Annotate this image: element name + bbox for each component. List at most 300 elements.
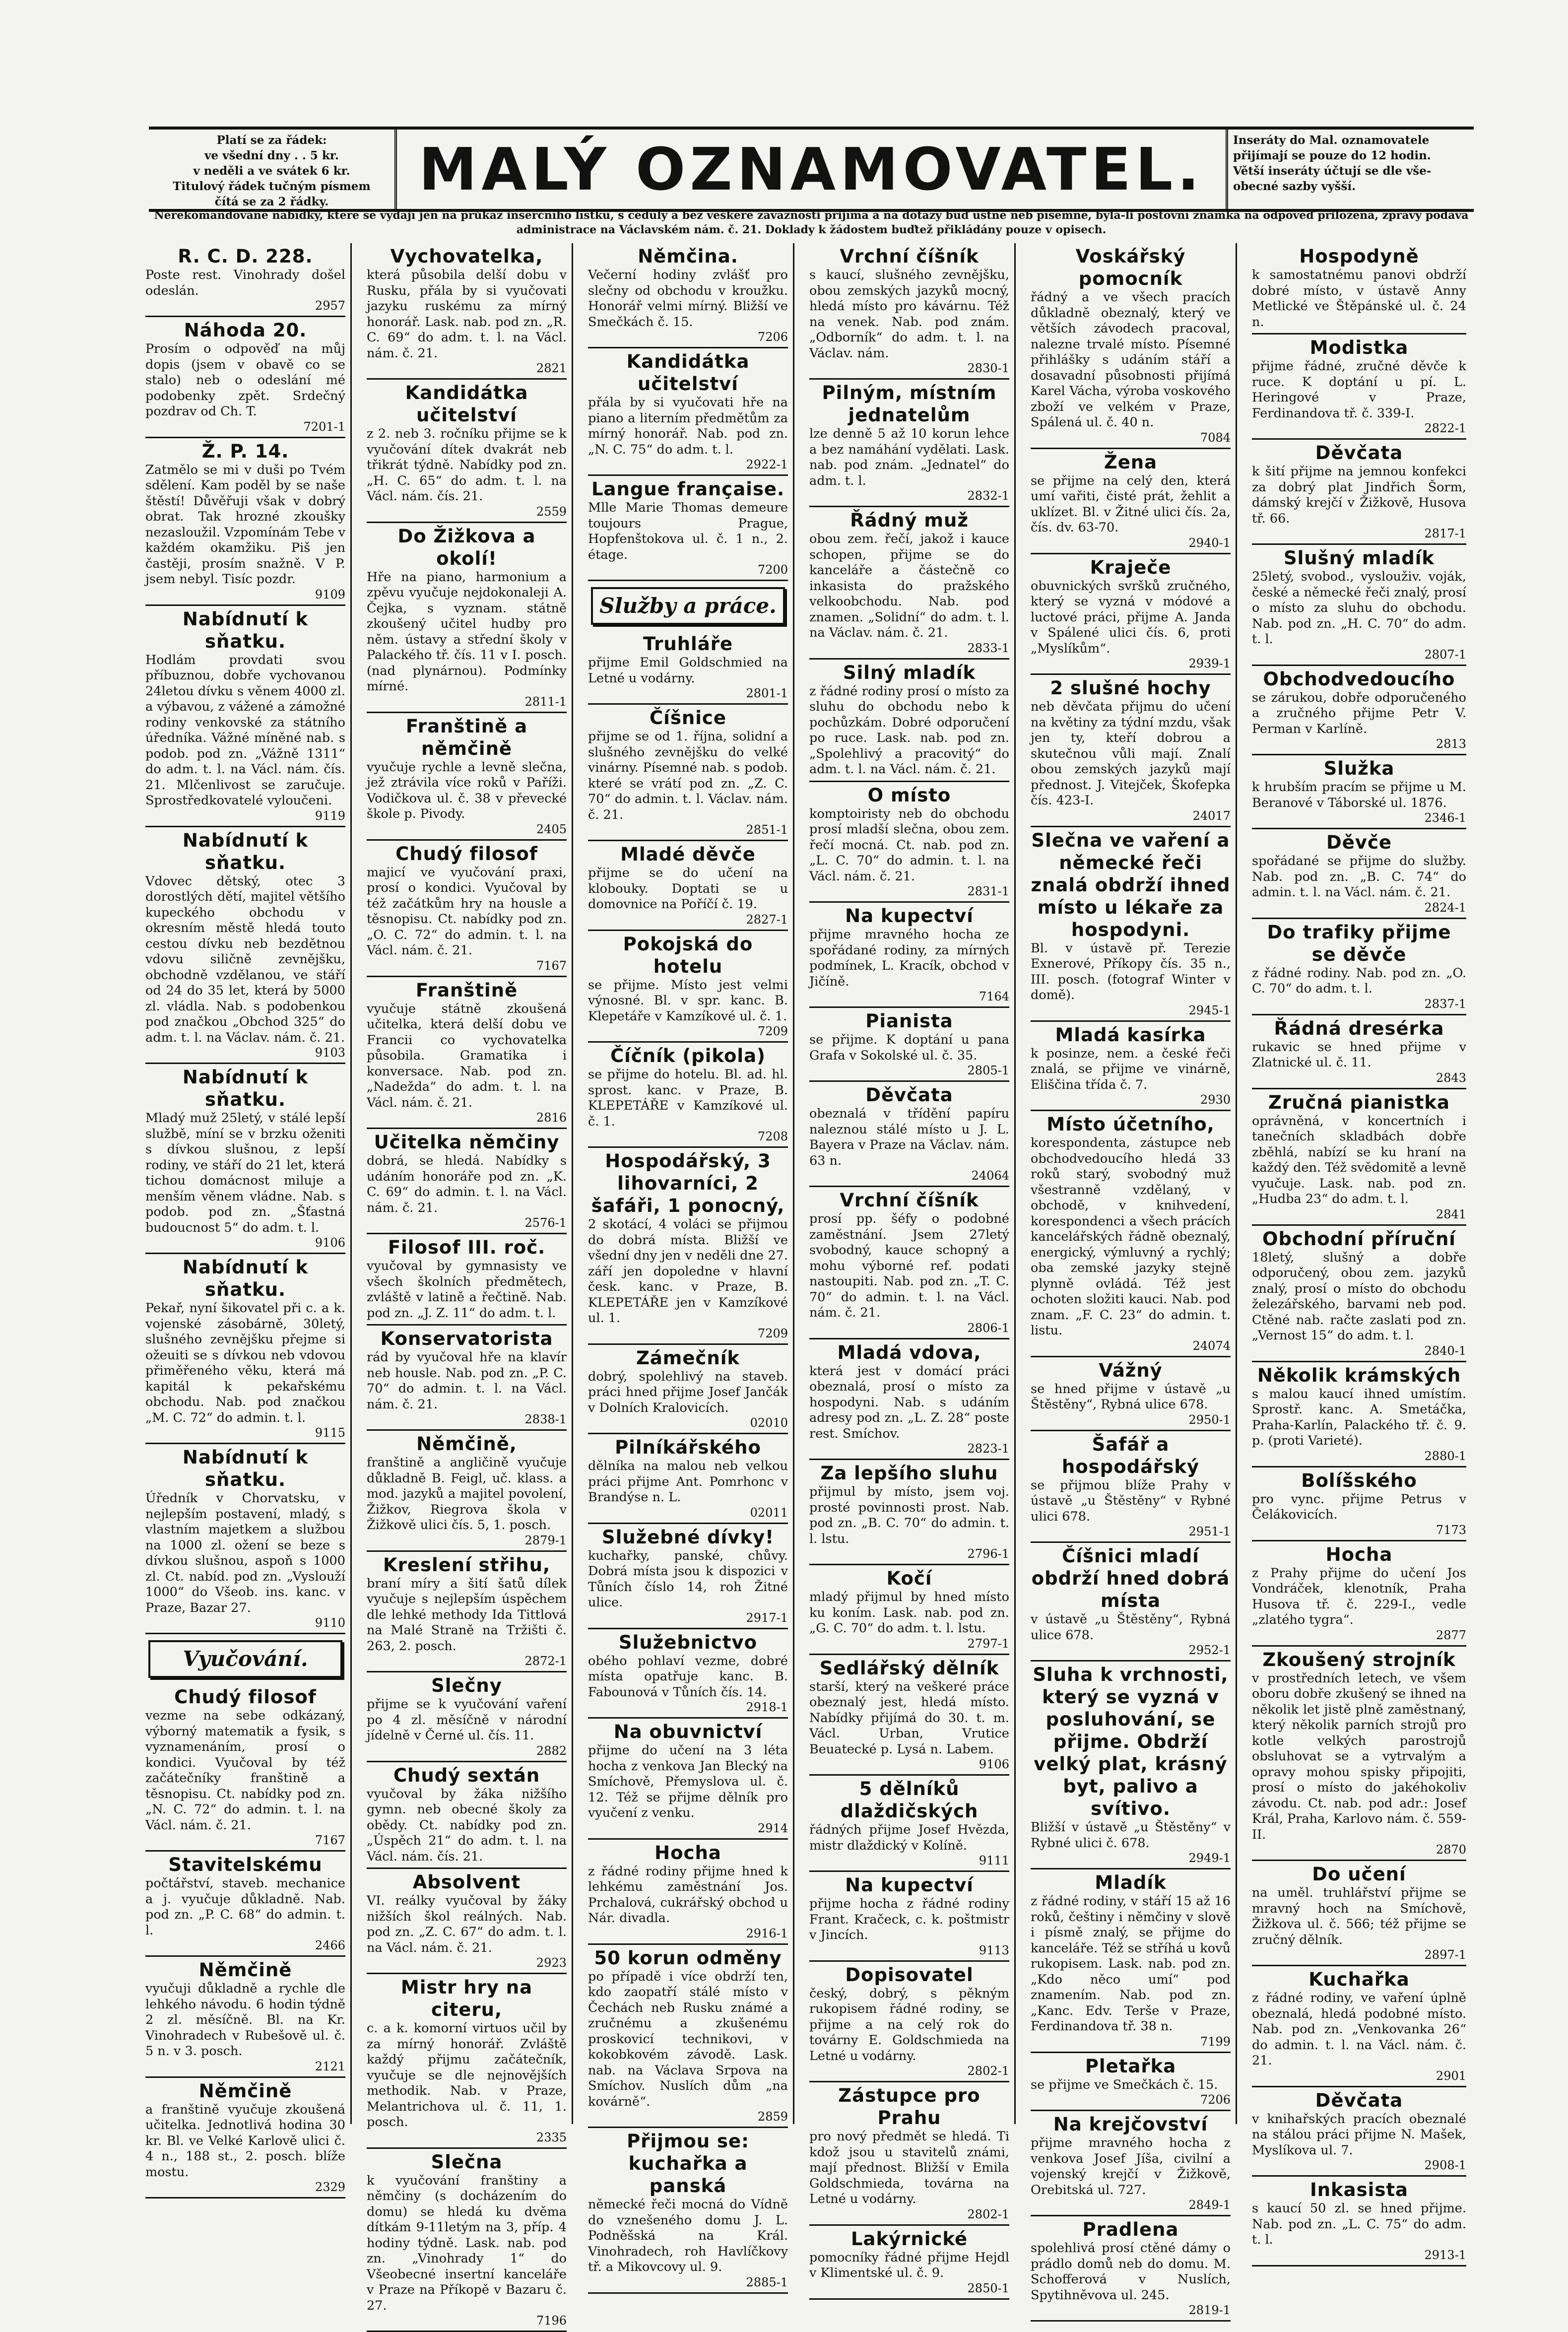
classified-ad [588, 243, 788, 348]
ad-body: Hře na piano, harmonium a zpěvu vyučuje nejdokonaleji A. Čejka, s vyznam. státně zkoušený učitel hudby pro něm. ústavy a střední školy v Palackého tř. čís. 11 v I. posch. (nad plynárnou). Podmínky mírné. [367, 570, 567, 694]
ad-body: Hodlám provdati svou příbuznou, dobře vychovanou 24letou dívku s věnem 4000 zl. a výbavou, z vážené a zámožné rodiny venkovské za státního úředníka. Vážné míněné nab. s podob. pod zn. „Vážně 1311“ do adm. t. l. na Václ. nám. čís. 21. Mlčenlivost se zaručuje. Sprostředkovatelé vyloučeni. [145, 653, 345, 808]
ad-code: 2914 [588, 1821, 788, 1835]
ad-text [1252, 464, 1466, 527]
ad-body: počtářství, staveb. mechanice a j. vyučuje důkladně. Nab. pod zn. „P. C. 68“ do admin. t. l. [145, 1876, 345, 1938]
ad-text [1031, 2241, 1231, 2303]
ad-title: Služebné dívky! [588, 1526, 788, 1548]
ad-body: pro vync. přijme Petrus v Čelákovicích. [1252, 1492, 1466, 1523]
ad-title: Němčině [145, 2080, 345, 2102]
ad-title: Pokojská do hotelu [588, 933, 788, 978]
ad-body: rukavic se hned přijme v Zlatnické ul. č. 11. [1252, 1040, 1466, 1070]
ad-text [1031, 1612, 1231, 1643]
ad-body: na uměl. truhlářství přijme se mravný hoch na Smíchově, Žižkova ul. č. 566; též přijme se zručný dělník. [1252, 1885, 1466, 1947]
ad-body: se přijmou blíže Prahy v ústavě „u Štěstěny“ v Rybné ulici 678. [1031, 1478, 1231, 1524]
ad-text [588, 1548, 788, 1611]
classified-ad [588, 1840, 788, 1945]
ad-body: přála by si vyučovati hře na piano a literním předmětům za mírný honorář. Nab. pod zn. „N. C. 75“ do adm. t. l. [588, 395, 788, 457]
ad-code: 9115 [145, 1426, 345, 1440]
ad-code: 2329 [145, 2180, 345, 2194]
ad-body: přijme se od 1. října, solidní a slušného zevnějšku do velké vinárny. Písemné nab. s podob. které se vrátí pod zn. „Z. C. 70“ do admin. t. l. Václav. nám. č. 21. [588, 729, 788, 822]
classified-ad [1031, 1662, 1231, 1869]
classified-ad [809, 1082, 1009, 1187]
ad-body: Bl. v ústavě př. Terezie Exnerové, Příkopy čís. 35 n., III. posch. (fotograf Winter v domě). [1031, 941, 1231, 1003]
ad-body: spořádané se přijme do služby. Nab. pod zn. „B. C. 74“ do admin. t. l. na Václ. nám. č. 21. [1252, 854, 1466, 900]
classified-ad [809, 1962, 1009, 2083]
ad-title: Šafář a hospodářský [1031, 1433, 1231, 1478]
ad-title: Hospodyně [1252, 245, 1466, 267]
ad-text [588, 395, 788, 458]
classified-ad [1031, 554, 1231, 675]
ad-text [809, 1211, 1009, 1321]
ad-text [145, 1708, 345, 1833]
classified-ad [367, 841, 567, 977]
ad-text [145, 1111, 345, 1236]
classified-ad [1252, 2087, 1466, 2177]
ad-title: Langue française. [588, 478, 788, 500]
ad-body: obuvnických svršků zručného, který se vyzná v módové a luctové práci, přijme A. Janda v Spálené ulici čís. 6, proti „Myslíkům“. [1031, 579, 1231, 656]
classified-ad [367, 380, 567, 523]
ad-body: mladý přijmul by hned místo ku koním. Lask. nab. pod zn. „G. C. 70“ do adm. t. l. lstu. [809, 1590, 1009, 1636]
ad-text [367, 1455, 567, 1533]
ad-code: 2811-1 [367, 695, 567, 709]
ad-title: Němčina. [588, 245, 788, 267]
ad-code: 24074 [1031, 1339, 1231, 1353]
ad-code: 2805-1 [809, 1064, 1009, 1077]
ad-text [1252, 569, 1466, 648]
classified-ad [367, 243, 567, 380]
masthead [149, 127, 1474, 212]
ad-text [1031, 1820, 1231, 1851]
classified-ad [588, 1629, 788, 1719]
classified-ad [367, 1672, 567, 1762]
ad-title: Němčině [145, 1959, 345, 1981]
classified-ad [1031, 827, 1231, 1022]
ad-title: Nabídnutí k sňatku. [145, 1066, 345, 1111]
ad-code: 02011 [588, 1506, 788, 1520]
classified-ad [145, 606, 345, 827]
ad-body: vezme na sebe odkázaný, výborný matematik a fysik, s vyznamenáním, prosí o kondici. Vyučoval by též začátečníky franštině a těsnopisu. Ct. nabídky pod zn. „N. C. 72“ do admin. t. l. na Václ. nám. č. 21. [145, 1708, 345, 1833]
ad-title: Několik krámských [1252, 1364, 1466, 1387]
ad-title: Lakýrnické [809, 2228, 1009, 2250]
ad-text [145, 874, 345, 1046]
ad-body: vyučoval by gymnasisty ve všech školních předmětech, zvláště v latině a řečtině. Nab. pod zn. „J. Z. 11“ do adm. t. l. [367, 1259, 567, 1321]
ad-code: 2802-1 [809, 2207, 1009, 2221]
ad-body: korespondenta, zástupce neb obchodvedoucího hledá 33 roků starý, svobodný muž všestranně vzdělaný, v obchodě, v knihvedení, korespondenci a všech prácích kancelářských řádně obeznalý, energický, výmluvný a rychlý; oba zemské jazyky stejně plynně ovládá. Též jest ochoten složiti kauci. Nab. pod znam. „F. C. 23“ do admin. t. listu. [1031, 1135, 1231, 1338]
ad-code: 2819-1 [1031, 2303, 1231, 2317]
ad-body: pomocníky řádné přijme Hejdl v Klimentské ul. č. 9. [809, 2250, 1009, 2281]
ad-code: 2807-1 [1252, 648, 1466, 662]
ad-text [588, 1864, 788, 1927]
ad-text [1031, 1894, 1231, 2035]
ad-code: 7164 [809, 990, 1009, 1003]
ad-text [588, 1217, 788, 1327]
ad-title: Nabídnutí k sňatku. [145, 829, 345, 874]
ad-code: 2877 [1252, 1628, 1466, 1642]
ad-text [588, 267, 788, 330]
ad-title: R. C. D. 228. [145, 245, 345, 267]
classified-ad [588, 705, 788, 841]
ad-code: 2913-1 [1252, 2248, 1466, 2262]
classified-ad [1031, 2216, 1231, 2322]
classified-ad [1252, 2177, 1466, 2266]
ad-title: Absolvent [367, 1871, 567, 1893]
ad-title: Pilným, místním jednatelům [809, 382, 1009, 426]
ad-code: 2882 [367, 1744, 567, 1758]
classified-ad [809, 1460, 1009, 1565]
ad-text [367, 760, 567, 822]
classified-ad [1031, 675, 1231, 827]
ad-title: 5 dělníků dlaždičských [809, 1778, 1009, 1822]
ad-body: franštině a angličině vyučuje důkladně B. Feigl, uč. klass. a mod. jazyků a majitel povolení, Žižkov, Riegrova škola v Žižkově ulici čís. 5, 1. posch. [367, 1455, 567, 1532]
ad-text [809, 806, 1009, 885]
ad-text [1252, 1250, 1466, 1344]
ad-code: 7209 [588, 1024, 788, 1038]
ad-text [145, 2102, 345, 2181]
section-heading: Služby a práce. [591, 587, 785, 625]
ad-code: 7209 [588, 1327, 788, 1340]
classified-ad [367, 1552, 567, 1673]
ad-text [1031, 1046, 1231, 1093]
ad-body: Poste rest. Vinohrady došel odeslán. [145, 267, 345, 298]
classified-ad [367, 1326, 567, 1431]
ad-text [588, 1369, 788, 1416]
ad-text [809, 1032, 1009, 1064]
ad-text [809, 2129, 1009, 2207]
ad-title: O místo [809, 784, 1009, 806]
classified-ad [1031, 243, 1231, 449]
ad-text [367, 2173, 567, 2314]
ad-code: 2940-1 [1031, 536, 1231, 550]
ad-title: Do učení [1252, 1863, 1466, 1885]
ad-body: z Prahy přijme do učení Jos Vondráček, klenotník, Praha Husova tř. č. 229-I., vedle „zlatého tygra“. [1252, 1566, 1466, 1628]
ad-text [367, 1576, 567, 1655]
ad-text [1031, 941, 1231, 1003]
ad-title: Vrchní číšník [809, 245, 1009, 267]
ad-title: Mladé děvče [588, 843, 788, 866]
ad-code: 2817-1 [1252, 527, 1466, 540]
ad-code: 2838-1 [367, 1412, 567, 1426]
classified-ad [809, 1187, 1009, 1339]
classified-ad [1031, 1022, 1231, 1112]
ad-body: vyučoval by žáka nižšího gymn. neb obecné školy za obědy. Ct. nabídky pod zn. „Úspěch 21“ do adm. t. l. na Václ. nám. čís. 21. [367, 1787, 567, 1864]
ad-body: po případě i více obdrží ten, kdo zaopatří stálé místo v Čechách neb Rusku známé a zručnému a zkušenému proskovicí technikovi, v kokobkovém závodě. Lask. nab. na Václava Srpova na Smíchov. Nuslích dům „na kovárně“. [588, 1969, 788, 2109]
ad-body: v knihařských pracích obeznalé na stálou práci přijme N. Mašek, Myslíkova ul. 7. [1252, 2112, 1466, 2158]
classified-ad [1252, 1226, 1466, 1362]
ad-title: Děvčata [1252, 442, 1466, 464]
ad-body: z řádné rodiny. Nab. pod zn. „O. C. 70“ do adm. t. l. [1252, 966, 1466, 997]
column-6 [1248, 243, 1471, 2124]
classified-ad [809, 243, 1009, 380]
classified-ad [1031, 1869, 1231, 2053]
ad-body: s kaucí 50 zl. se hned přijme. Nab. pod zn. „L. C. 75“ do adm. t. l. [1252, 2201, 1466, 2247]
ad-text [809, 1590, 1009, 1637]
ad-title: Řádný muž [809, 509, 1009, 532]
ad-body: dobrý, spolehlivý na staveb. práci hned přijme Josef Jančák v Dolních Kralovicích. [588, 1369, 788, 1415]
ad-text [1031, 2135, 1231, 2198]
ad-text [1031, 2077, 1231, 2093]
ad-text [809, 684, 1009, 778]
ad-code: 24064 [809, 1169, 1009, 1183]
ad-code: 9113 [809, 1943, 1009, 1957]
ad-title: Sluha k vrchnosti, který se vyzná v posluhování, se přijme. Obdrží velký plat, krásný byt, palivo a svítivo. [1031, 1664, 1231, 1820]
ad-body: Prosím o odpověď na můj dopis (jsem v obavě co se stalo) neb o odeslání mé podobenky zpět. Srdečný pozdrav od Ch. T. [145, 341, 345, 419]
ad-body: Pekař, nyní šikovatel při c. a k. vojenské zásobárně, 30letý, slušného zevnějšku přejme si ožeuiti se s dívkou neb vdovou přiměřeného věku, která má kapitál k pekařskému obchodu. Nab. pod značkou „M. C. 72“ do admin. t. l. [145, 1301, 345, 1425]
ad-title: Modistka [1252, 336, 1466, 359]
ad-code: 2918-1 [588, 1700, 788, 1714]
ad-text [588, 1969, 788, 2110]
classified-ad [145, 438, 345, 606]
ad-body: c. a k. komorní virtuos učil by za mírný honorář. Zvláště každý přijmu začátečník, vyučuje se dle nejnovějších methodik. Nab. v Praze, Melantrichova ul. č. 11, 1. posch. [367, 2021, 567, 2130]
ad-title: Učitelka němčiny [367, 1131, 567, 1153]
ad-code: 2346-1 [1252, 811, 1466, 825]
ad-title: Vrchní číšník [809, 1189, 1009, 1211]
ad-text [809, 1986, 1009, 2065]
ad-code: 2121 [145, 2060, 345, 2073]
classified-ad [588, 841, 788, 931]
ad-text [1031, 290, 1231, 431]
ad-text [809, 1484, 1009, 1547]
ad-title: Kandidátka učitelství [367, 382, 567, 426]
ad-code: 2840-1 [1252, 1344, 1466, 1358]
ad-code: 7206 [588, 330, 788, 344]
ad-body: majicí ve vyučování praxi, prosí o kondici. Vyučoval by též začátkům hry na housle a těsnopisu. Ct. nabídky pod zn. „O. C. 72“ do admin. t. l. na Václ. nám. č. 21. [367, 865, 567, 958]
ad-title: Zručná pianistka [1252, 1091, 1466, 1114]
ad-code: 2335 [367, 2131, 567, 2144]
ad-code: 7196 [367, 2314, 567, 2328]
ad-body: z řádné rodiny prosí o místo za sluhu do obchodu nebo k pochůzkám. Dobré odporučení po ruce. Lask. nab. pod zn. „Spolehlivý a pracovitý“ do adm. t. l. na Václ. nám. č. 21. [809, 684, 1009, 777]
ad-code: 2917-1 [588, 1611, 788, 1625]
ad-text [809, 1679, 1009, 1758]
classified-ad [1252, 1647, 1466, 1862]
classified-ad [1252, 1861, 1466, 1966]
classified-ad [145, 827, 345, 1065]
classified-ad [588, 1345, 788, 1435]
ad-body: se hned přijme v ústavě „u Štěstěny“, Rybná ulice 678. [1031, 1382, 1231, 1412]
ad-body: a franštině vyučuje zkoušená učitelka. Jednotlivá hodina 30 kr. Bl. ve Velké Karlově ulici č. 4 n., 188 st., 2. posch. blíže mostu. [145, 2102, 345, 2180]
column-1 [141, 243, 352, 2124]
ad-body: z řádné rodiny, ve vaření úplně obeznalá, hledá podobné místo. Nab. pod zn. „Venkovanka 26“ do admin. t. l. na Václ. nám. č. 21. [1252, 1991, 1466, 2068]
ad-code: 7201-1 [145, 420, 345, 434]
ad-code: 2823-1 [809, 1442, 1009, 1456]
ad-text [145, 267, 345, 299]
ad-code: 2945-1 [1031, 1003, 1231, 1017]
ad-code: 2849-1 [1031, 2198, 1231, 2212]
ad-text [367, 865, 567, 959]
column-5 [1027, 243, 1237, 2124]
ad-title: Ž. P. 14. [145, 440, 345, 463]
ad-title: Bolíšského [1252, 1469, 1466, 1492]
ad-title: Na kupectví [809, 1874, 1009, 1896]
classified-ad [145, 1957, 345, 2078]
ad-title: Řádná dresérka [1252, 1017, 1466, 1040]
ad-code: 2843 [1252, 1071, 1466, 1085]
ad-body: Vdovec dětský, otec 3 dorostlých dětí, majitel většího kupeckého obchodu v okresním městě hledá touto cestou dívku neb bezdětnou vdovu siličně zevnějšku, obchodně vzdělanou, ve stáří od 24 do 35 let, která by 5000 zl. vládla. Nab. s podobenkou pod značkou „Obchod 325“ do adm. t. l. na Václav. nám. č. 21. [145, 874, 345, 1045]
ad-text [145, 341, 345, 420]
classified-ad [809, 1776, 1009, 1872]
ad-text [1252, 2112, 1466, 2159]
ad-title: Pletařka [1031, 2055, 1231, 2077]
classified-ad [1252, 755, 1466, 829]
ad-title: Číšnice [588, 707, 788, 729]
ad-title: Pilníkářského [588, 1436, 788, 1459]
ad-text [1031, 579, 1231, 657]
ad-code: 24017 [1031, 809, 1231, 823]
ad-body: k hrubším pracím se přijme u M. Beranové v Táborské ul. 1876. [1252, 780, 1466, 810]
ad-body: pro nový předmět se hledá. Ti kdož jsou u stavitelů známi, mají přednost. Bližší v Emila Goldschmieda, továrna na Letné u vodárny. [809, 2129, 1009, 2206]
ad-text [1031, 1135, 1231, 1339]
ad-code: 2901 [1252, 2069, 1466, 2083]
ad-title: Inkasista [1252, 2179, 1466, 2201]
ad-body: řádných přijme Josef Hvězda, mistr dlaždický v Kolíně. [809, 1822, 1009, 1853]
ad-title: Zkoušený strojník [1252, 1649, 1466, 1671]
ad-code: 2832-1 [809, 489, 1009, 503]
classified-ad [145, 1444, 345, 1634]
ad-code: 2897-1 [1252, 1948, 1466, 1962]
ad-text [1252, 1885, 1466, 1948]
ad-title: Vychovatelka, [367, 245, 567, 267]
classified-ad [1031, 1111, 1231, 1357]
ad-text [1252, 1387, 1466, 1449]
classified-ad [588, 1524, 788, 1629]
ad-title: Dopisovatel [809, 1964, 1009, 1986]
ad-text [588, 729, 788, 823]
ad-title: Žena [1031, 451, 1231, 473]
ad-text [145, 1301, 345, 1426]
ad-body: která jest v domácí práci obeznalá, prosí o místo za hospodyni. Nab. s udáním adresy pod zn. „L. Z. 28“ poste rest. Smíchov. [809, 1364, 1009, 1441]
ad-code: 2824-1 [1252, 901, 1466, 915]
classified-ad [1031, 449, 1231, 554]
ad-text [1252, 966, 1466, 997]
ad-code: 2466 [145, 1938, 345, 1952]
ad-title: Přijmou se: kuchařka a panská [588, 2130, 788, 2197]
classified-ad [1252, 666, 1466, 756]
ad-text [809, 532, 1009, 641]
ad-text [1031, 699, 1231, 809]
classified-ad [588, 348, 788, 476]
ad-body: vyučuje rychle a levně slečna, jež ztrávila více roků v Paříži. Vodičkova ul. č. 38 v převecké škole p. Pivody. [367, 760, 567, 822]
ad-text [809, 1822, 1009, 1854]
ad-code: 9111 [809, 1854, 1009, 1867]
ad-code: 2870 [1252, 1843, 1466, 1857]
masthead-title: MALÝ OZNAMOVATEL. [397, 130, 1226, 209]
ad-body: přijme se do učení na klobouky. Doptati se u domovnice na Poříčí č. 19. [588, 866, 788, 912]
classified-ad [367, 713, 567, 841]
ad-code: 2923 [367, 1956, 567, 1970]
ad-body: v ústavě „u Štěstěny“, Rybná ulice 678. [1031, 1612, 1231, 1643]
classified-ad [367, 1129, 567, 1234]
ad-body: s kaucí, slušného zevnějšku, obou zemských jazyků mocný, hledá místo pro kávárnu. Též na venek. Nab. pod znám. „Odborník“ do adm. t. l. na Václav. nám. [809, 267, 1009, 361]
ad-title: Slečna ve vaření a německé řeči znalá obdrží ihned místo u lékaře za hospodyni. [1031, 829, 1231, 941]
ad-body: přijme mravného hocha ze spořádané rodiny, za mírných podmínek, L. Kracík, obchod v Jičíně. [809, 927, 1009, 989]
ad-title: Náhoda 20. [145, 319, 345, 341]
ad-code: 2951-1 [1031, 1525, 1231, 1538]
ad-body: přijme mravného hocha z venkova Josef Jíša, civilní a vojenský krejčí v Žižkově, Orebitská ul. 727. [1031, 2135, 1231, 2198]
ad-text [588, 500, 788, 563]
ad-code: 2821 [367, 361, 567, 375]
ad-title: Pianista [809, 1010, 1009, 1032]
classified-ad [1252, 1089, 1466, 1226]
ad-title: Slečny [367, 1674, 567, 1697]
ad-body: spolehlivá prosí ctěné dámy o prádlo domů neb do domu. M. Schofferová v Nuslích, Spytihněvova ul. 245. [1031, 2241, 1231, 2303]
ad-body: Večerní hodiny zvlášť pro slečny od obchodu v kroužku. Honorář velmi mírný. Bližší ve Smečkách č. 15. [588, 267, 788, 330]
ad-body: kuchařky, panské, chůvy. Dobrá místa jsou k dispozici v Tůních číslo 14, roh Žitné ulice. [588, 1548, 788, 1610]
ad-title: Slečna [367, 2151, 567, 2173]
ad-title: Kreslení střihu, [367, 1554, 567, 1576]
ad-body: k šití přijme na jemnou konfekci za dobrý plat Jindřich Šorm, dámský krejčí v Žižkově, Husova tř. 66. [1252, 464, 1466, 526]
ad-title: Číšnici mladí obdrží hned dobrá místa [1031, 1545, 1231, 1612]
ad-title: Hocha [588, 1842, 788, 1864]
ad-body: neb děvčata přijmu do učení na květiny za týdní mzdu, však jen ty, kteří dobrou a skutečnou vůli mají. Znalí obou zemských jazyků mají přednost. J. Vitejček, Škofepka čís. 423-I. [1031, 699, 1231, 808]
classified-ad [1252, 334, 1466, 440]
ad-body: se přijme ve Smečkách č. 15. [1031, 2077, 1218, 2092]
ad-title: Slušný mladík [1252, 547, 1466, 569]
classified-ad [588, 1434, 788, 1524]
ad-body: k posinze, nem. a české řeči znalá, se přijme ve vinárně, Eliščina třída č. 7. [1031, 1046, 1231, 1092]
classified-ad [588, 1719, 788, 1840]
ad-body: vyučuji důkladně a rychle dle lehkého návodu. 6 hodin týdně 2 zl. měsíčně. Bl. na Kr. Vinohradech v Rubešově ul. č. 5 n. v 3. posch. [145, 1981, 345, 2059]
classified-ad [588, 476, 788, 581]
ad-body: Úředník v Chorvatsku, v nejlepším postavení, mladý, s vlastním majetkem a službou na 1000 zl. ožení se beze s dívkou slušnou, aspoň s 1000 zl. Ct. nabíd. pod zn. „Vyslouží 1000“ do Všeob. ins. kanc. v Praze, Bazar 27. [145, 1491, 345, 1615]
ad-code: 2837-1 [1252, 997, 1466, 1011]
ad-title: Franštině a němčině [367, 715, 567, 760]
ad-text [1031, 1382, 1231, 1413]
classified-ad [367, 977, 567, 1130]
ad-text [809, 426, 1009, 489]
classified-ad [809, 782, 1009, 903]
ad-title: Kuchařka [1252, 1968, 1466, 1991]
ad-title: Služebnictvo [588, 1631, 788, 1654]
ad-text [367, 1001, 567, 1111]
ad-title: Mladá vdova, [809, 1341, 1009, 1364]
ad-code: 2797-1 [809, 1637, 1009, 1651]
classified-ad [1252, 919, 1466, 1015]
ad-title: Sedlářský dělník [809, 1657, 1009, 1679]
ad-title: Chudý filosof [145, 1686, 345, 1708]
classified-ad [588, 2128, 788, 2294]
ad-title: Pradlena [1031, 2218, 1231, 2241]
ad-body: vyučuje státně zkoušená učitelka, která delší dobu ve Francii co vychovatelka působila. Gramatika i konversace. Nab. pod zn. „Nadežda“ do adm. t. l. na Václ. nám. č. 21. [367, 1001, 567, 1110]
ad-code: 2879-1 [367, 1533, 567, 1547]
classified-ad [1252, 1015, 1466, 1089]
ad-code: 2922-1 [588, 458, 788, 471]
ad-text [588, 1654, 788, 1701]
ad-code: 2880-1 [1252, 1449, 1466, 1463]
ad-text [1031, 1478, 1231, 1525]
ad-title: Kočí [809, 1567, 1009, 1590]
classified-ad [367, 1762, 567, 1869]
ad-title: Zástupce pro Prahu [809, 2084, 1009, 2129]
ad-code: 2576-1 [367, 1216, 567, 1230]
ad-text [1252, 854, 1466, 901]
ad-code: 2801-1 [588, 686, 788, 700]
ad-code: 2816 [367, 1111, 567, 1125]
ad-code: 2813 [1252, 737, 1466, 751]
ad-body: Bližší v ústavě „u Štěstěny“ v Rybné ulici č. 678. [1031, 1820, 1231, 1851]
ad-body: lze denně 5 až 10 korun lehce a bez namáhání vydělati. Lask. nab. pod znám. „Jednatel“ do adm. t. l. [809, 426, 1009, 488]
classified-ad [145, 1064, 345, 1254]
ad-code: 2872-1 [367, 1654, 567, 1668]
classified-ad [809, 507, 1009, 660]
classified-ad [1252, 545, 1466, 666]
ad-body: dobrá, se hledá. Nabídky s udáním honoráře pod zn. „K. C. 69“ do admin. t. l. na Václ. nám. č. 21. [367, 1153, 567, 1215]
ad-title: Služka [1252, 757, 1466, 780]
ad-text [367, 2021, 567, 2131]
ad-text [367, 1697, 567, 1744]
ad-body: 2 skotácí, 4 voláci se přijmou do dobrá místa. Bližší ve všední dny jen v neděli dne 27. září jen dopoledne v hlavní česk. kanc. v Praze, B. KLEPETÁŘE jen v Kamzíkové ul. 1. [588, 1217, 788, 1326]
ad-title: Na krejčovství [1031, 2113, 1231, 2135]
classified-ad [809, 1565, 1009, 1655]
ad-text [367, 426, 567, 505]
